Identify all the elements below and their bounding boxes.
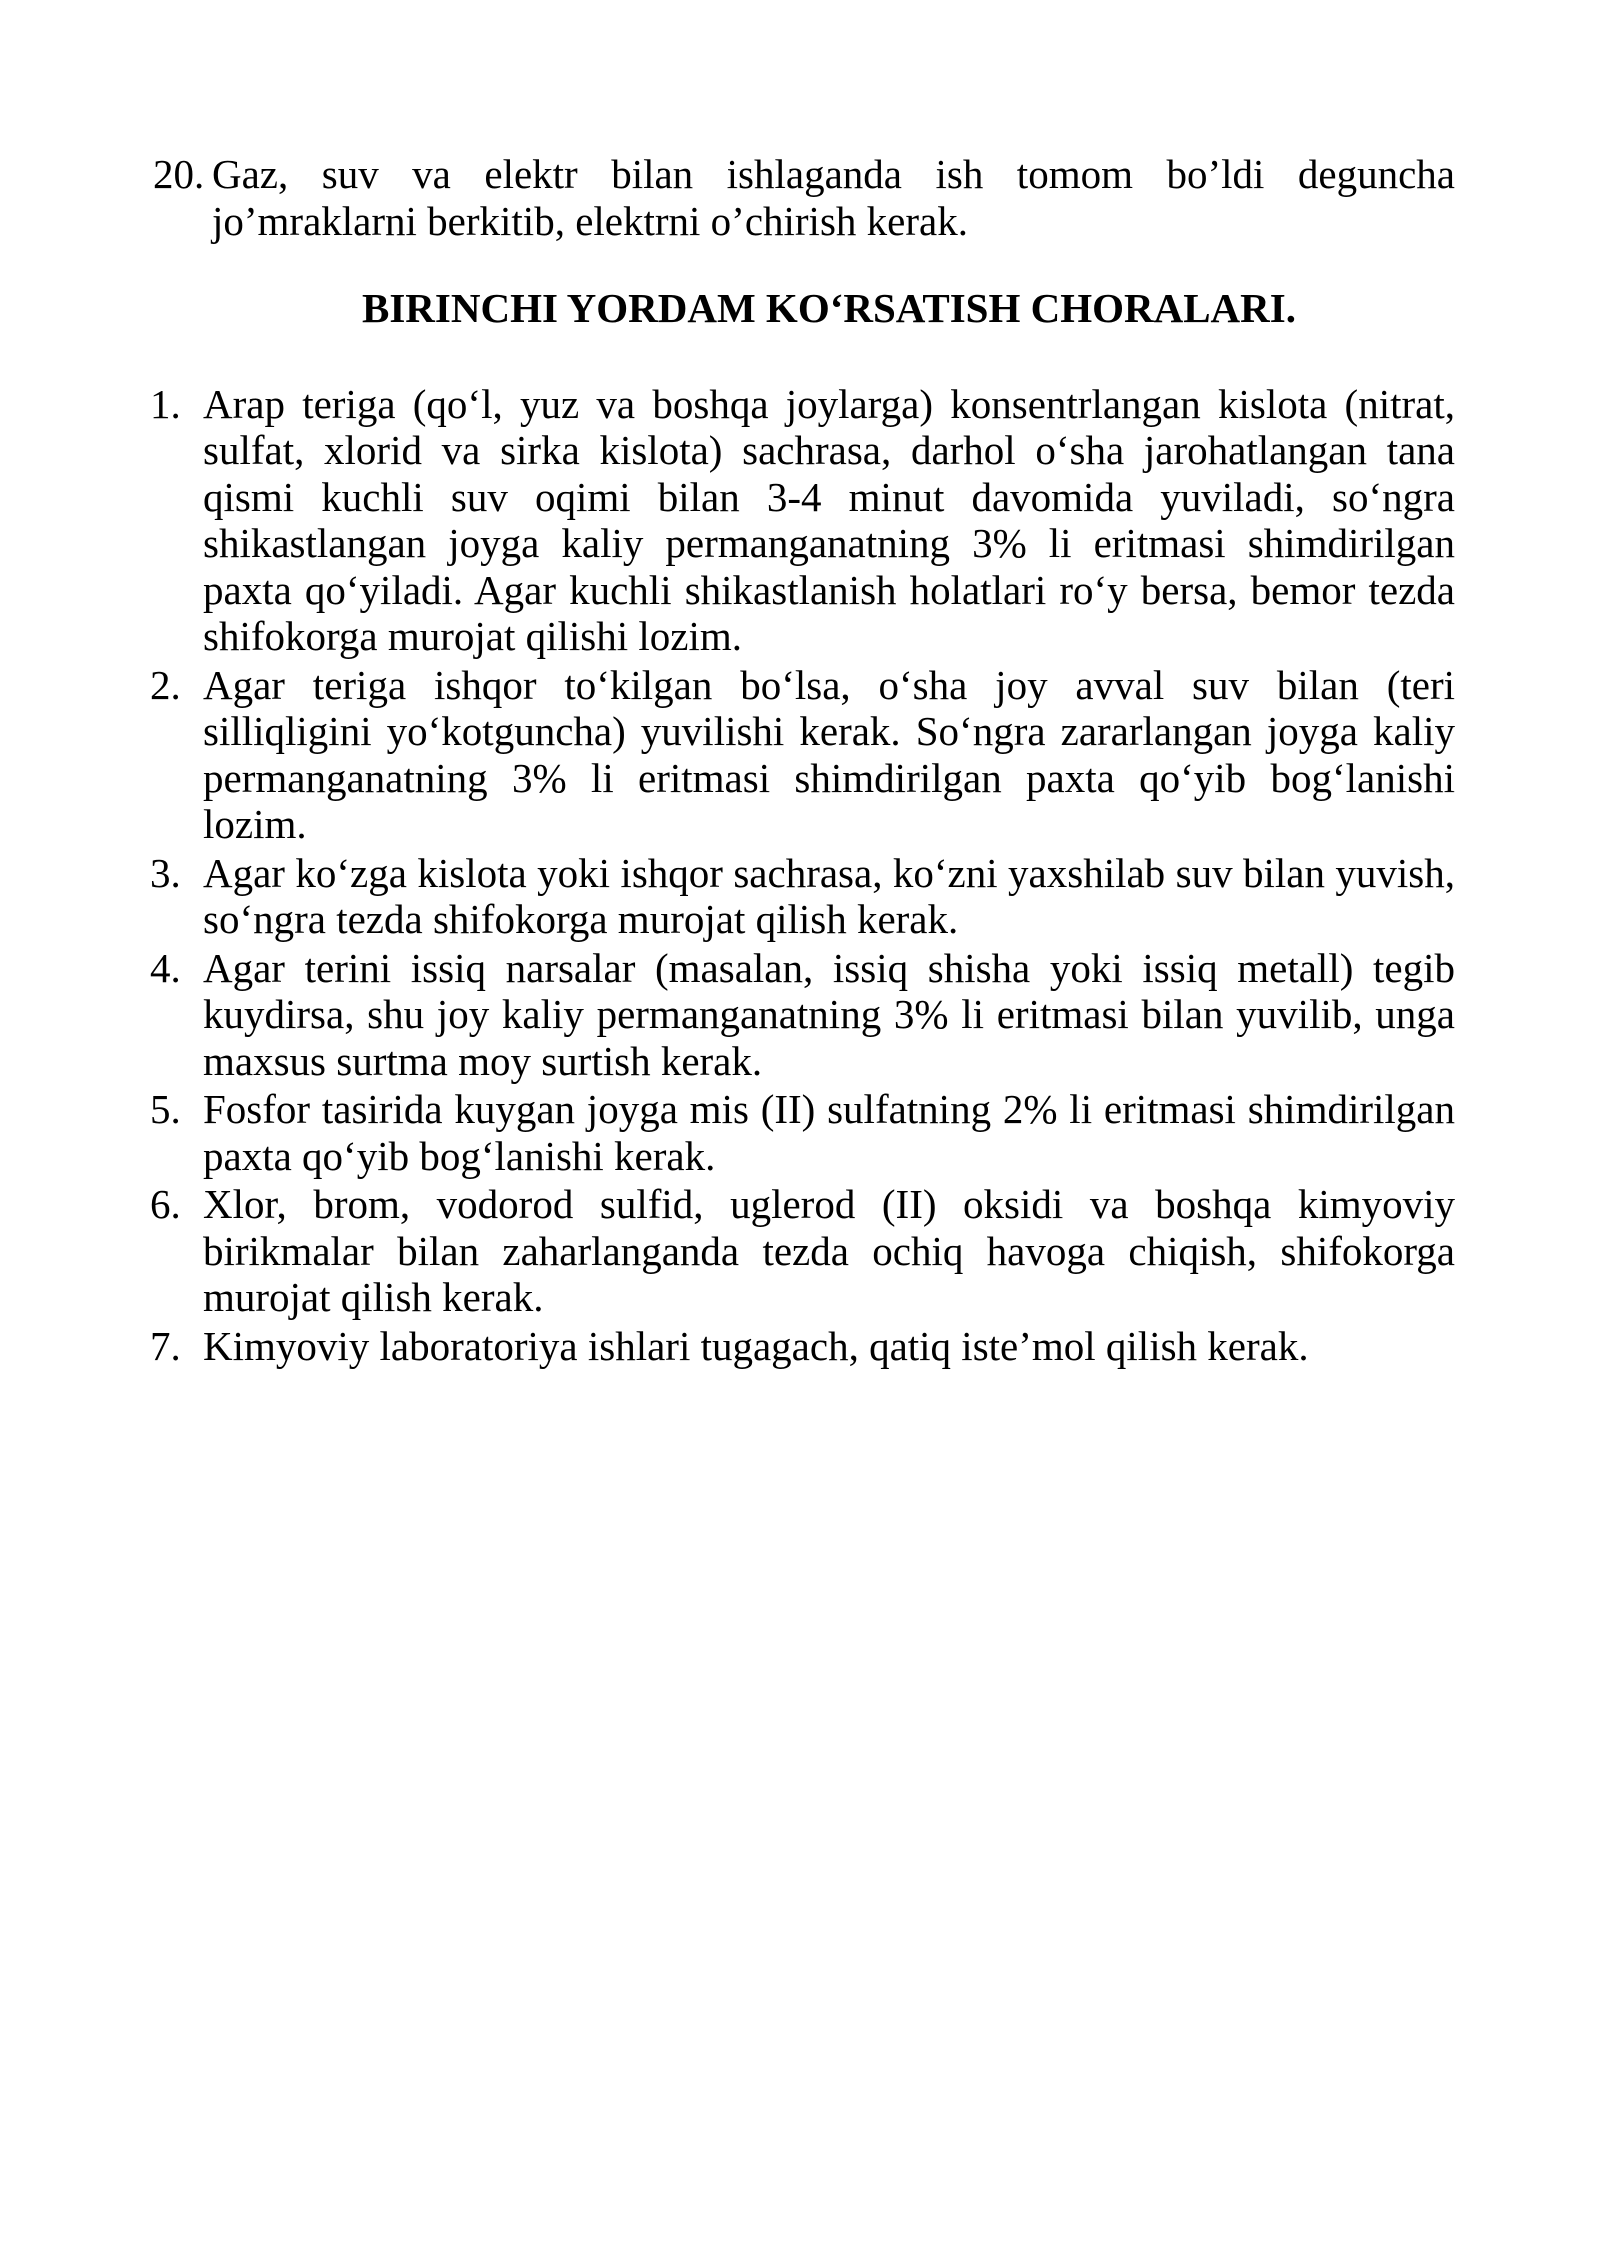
first-aid-list	[150, 381, 1455, 1370]
list-item-number: 6.	[150, 1181, 181, 1227]
list-item	[150, 1181, 1455, 1321]
list-item-number: 5.	[150, 1086, 181, 1132]
list-item	[150, 381, 1455, 660]
list-item-text: Kimyoviy laboratoriya ishlari tugagach, qatiq iste’mol qilish kerak.	[203, 1322, 1309, 1369]
list-item-number: 1.	[150, 380, 181, 427]
list-item-text: Agar teriga ishqor to‘kilgan bo‘lsa, o‘sha joy avval suv bilan (teri silliqligini yo‘kotguncha) yuvilishi kerak. So‘ngra zararlangan joyga kaliy permanganatning 3% li eritmasi shimdirilgan paxta qo‘yib bog‘lanishi lozim.	[203, 661, 1455, 847]
section-heading: BIRINCHI YORDAM KO‘RSATISH CHORALARI.	[362, 285, 1296, 331]
list-item-number: 20.	[153, 151, 205, 197]
list-item-text: Arap teriga (qo‘l, yuz va boshqa joylarga) konsentrlangan kislota (nitrat, sulfat, xlorid va sirka kislota) sachrasa, darhol o‘sha jarohatlangan tana qismi kuchli suv oqimi bilan 3-4 minut davomida yuviladi, so‘ngra shikastlangan joyga kaliy permanganatning 3% li eritmasi shimdirilgan paxta qo‘yiladi. Agar kuchli shikastlanish holatlari ro‘y bersa, bemor tezda shifokorga murojat qilishi lozim.	[203, 380, 1455, 659]
list-item	[150, 1086, 1455, 1179]
list-item-number: 3.	[150, 849, 181, 896]
list-item-number: 2.	[150, 661, 181, 708]
list-item-number: 7.	[150, 1322, 181, 1369]
list-item-20	[150, 151, 1455, 244]
list-item-text: Gaz, suv va elektr bilan ishlaganda ish tomom bo’ldi deguncha jo’mraklarni berkitib, elektrni o’chirish kerak.	[212, 151, 1455, 244]
list-item	[150, 945, 1455, 1085]
list-item-text: Agar ko‘zga kislota yoki ishqor sachrasa, ko‘zni yaxshilab suv bilan yuvish, so‘ngra tezda shifokorga murojat qilish kerak.	[203, 849, 1455, 942]
list-item	[150, 1323, 1455, 1370]
list-item	[150, 850, 1455, 943]
list-item-text: Fosfor tasirida kuygan joyga mis (II) sulfatning 2% li eritmasi shimdirilgan paxta qo‘yib bog‘lanishi kerak.	[203, 1086, 1455, 1179]
list-item	[150, 662, 1455, 848]
list-item-text: Xlor, brom, vodorod sulfid, uglerod (II) oksidi va boshqa kimyoviy birikmalar bilan zaharlanganda tezda ochiq havoga chiqish, shifokorga murojat qilish kerak.	[203, 1181, 1455, 1320]
list-item-number: 4.	[150, 944, 181, 991]
list-item-text: Agar terini issiq narsalar (masalan, issiq shisha yoki issiq metall) tegib kuydirsa, shu joy kaliy permanganatning 3% li eritmasi bilan yuvilib, unga maxsus surtma moy surtish kerak.	[203, 944, 1455, 1084]
